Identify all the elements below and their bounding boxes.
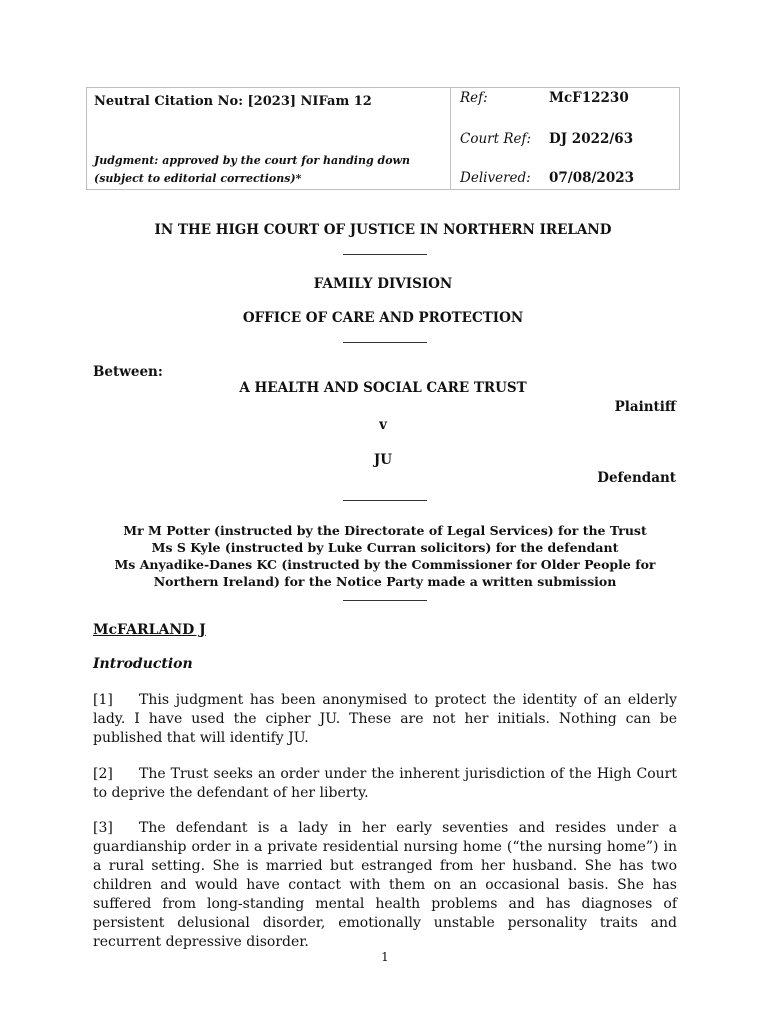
court-ref-label: Court Ref: [460,131,532,147]
plaintiff-name: A HEALTH AND SOCIAL CARE TRUST [239,380,527,396]
paragraph [93,691,677,748]
judge-name: McFARLAND J [93,622,206,638]
header-divider [450,88,451,189]
counsel-line: Ms Anyadike-Danes KC (instructed by the Commissioner for Older People for [114,557,656,572]
section-heading: Introduction [93,656,193,672]
citation-header-box [86,87,680,190]
defendant-role: Defendant [597,470,676,486]
counsel-line: Mr M Potter (instructed by the Directorate of Legal Services) for the Trust [123,523,647,538]
versus: v [379,417,387,433]
paragraph-text: This judgment has been anonymised to protect the identity of an elderly lady. I have used the cipher JU. These are not her initials. Nothing can be published that will identify JU. [93,692,677,746]
page-number: 1 [381,950,389,964]
paragraph-number: [1] [93,692,113,708]
delivered-value: 07/08/2023 [549,170,635,186]
office-title: OFFICE OF CARE AND PROTECTION [242,310,524,326]
neutral-citation: Neutral Citation No: [2023] NIFam 12 [94,94,372,109]
court-title: IN THE HIGH COURT OF JUSTICE IN NORTHERN IRELAND [154,222,612,238]
judgment-approval-note: Judgment: approved by the court for handing down (subject to editorial corrections)* [94,154,411,185]
divider-rule [343,600,427,601]
ref-value: McF12230 [549,90,629,106]
paragraph [93,819,677,952]
court-ref-value: DJ 2022/63 [549,131,634,147]
paragraph-number: [3] [93,820,113,836]
counsel-line: Ms S Kyle (instructed by Luke Curran solicitors) for the defendant [151,540,619,555]
divider-rule [343,500,427,501]
ref-label: Ref: [460,90,488,106]
defendant-name: JU [373,452,393,468]
between-label: Between: [93,364,163,380]
divider-rule [343,342,427,343]
counsel-appearances [100,522,670,590]
division-title: FAMILY DIVISION [313,276,453,292]
delivered-label: Delivered: [460,170,531,186]
counsel-line: Northern Ireland) for the Notice Party made a written submission [153,574,617,589]
paragraph-number: [2] [93,766,113,782]
paragraph-text: The defendant is a lady in her early seventies and resides under a guardianship order in a private residential nursing home (“the nursing home”) in a rural setting. She is married but estranged from her husband. She has two children and would have contact with them on an occasional basis. She has suffered from long-standing mental health problems and has diagnoses of persistent delusional disorder, emotionally unstable personality traits and recurrent depressive disorder. [93,820,677,950]
plaintiff-role: Plaintiff [614,399,676,415]
paragraph [93,765,677,803]
paragraph-text: The Trust seeks an order under the inherent jurisdiction of the High Court to deprive the defendant of her liberty. [93,766,677,801]
divider-rule [343,254,427,255]
